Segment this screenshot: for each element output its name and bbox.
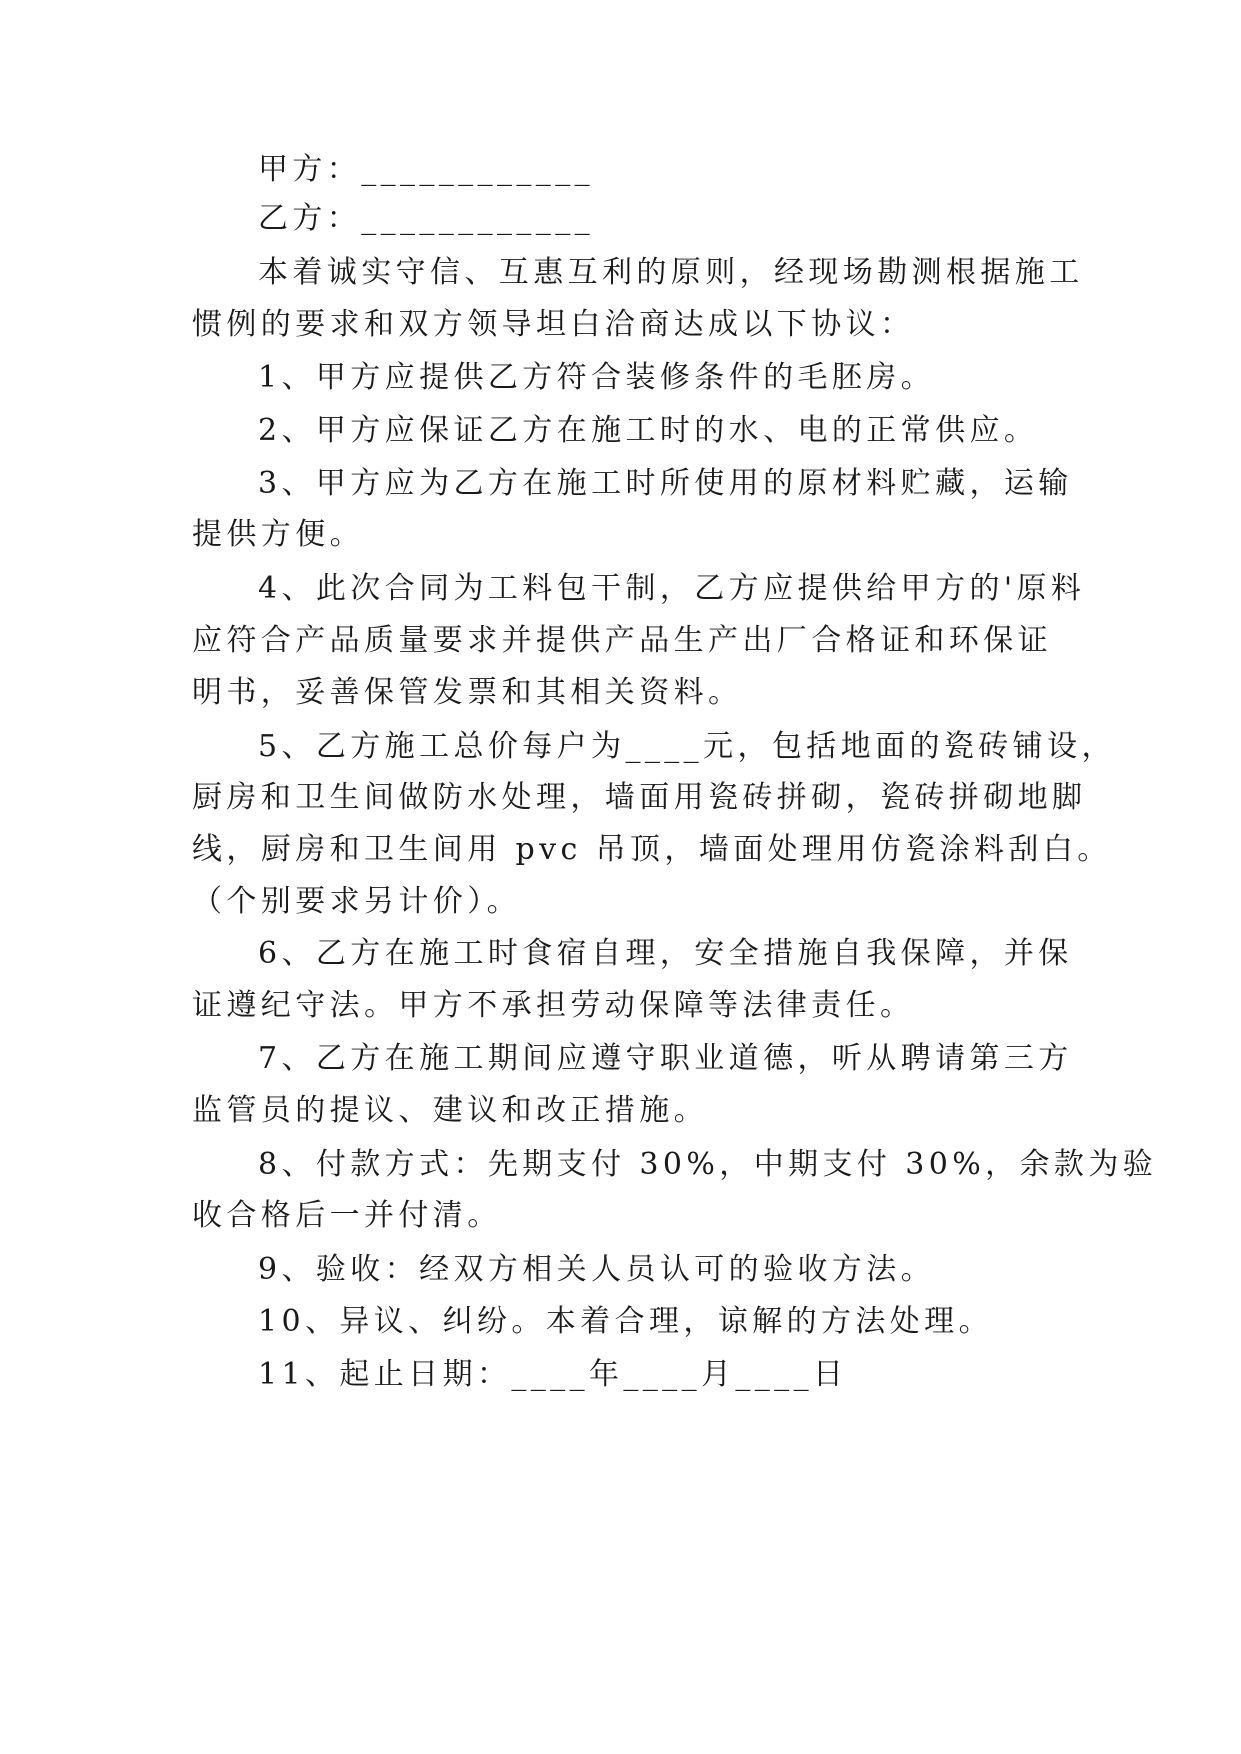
clause-4-line-2: 应符合产品质量要求并提供产品生产出厂合格证和环保证 [192, 623, 1052, 658]
clause-5-line-3: 线，厨房和卫生间用 pvc 吊顶，墙面处理用仿瓷涂料刮白。 [192, 832, 1112, 867]
clause-6-line-1: 6、乙方在施工时食宿自理，安全措施自我保障，并保 [258, 936, 1073, 971]
clause-5-line-2: 厨房和卫生间做防水处理，墙面用瓷砖拼砌，瓷砖拼砌地脚 [192, 780, 1087, 815]
clause-4-line-1: 4、此次合同为工料包干制，乙方应提供给甲方的'原料 [258, 571, 1086, 606]
clause-10: 10、异议、纠纷。本着合理，谅解的方法处理。 [258, 1304, 993, 1339]
clause-2: 2、甲方应保证乙方在施工时的水、电的正常供应。 [258, 413, 1039, 448]
clause-8-line-1: 8、付款方式：先期支付 30%，中期支付 30%，余款为验 [258, 1147, 1158, 1182]
clause-7-line-1: 7、乙方在施工期间应遵守职业道德，听从聘请第三方 [258, 1041, 1073, 1076]
clause-8-line-2: 收合格后一并付清。 [192, 1198, 502, 1233]
party-a-line: 甲方：____________ [258, 152, 594, 187]
clause-5-line-4: （个别要求另计价）。 [192, 884, 521, 919]
party-b-line: 乙方：____________ [258, 201, 594, 236]
clause-3-line-2: 提供方便。 [192, 517, 364, 552]
clause-1: 1、甲方应提供乙方符合装修条件的毛胚房。 [258, 360, 936, 395]
clause-3-line-1: 3、甲方应为乙方在施工时所使用的原材料贮藏，运输 [258, 466, 1073, 501]
clause-11: 11、起止日期：____年____月____日 [258, 1357, 848, 1392]
clause-4-line-3: 明书，妥善保管发票和其相关资料。 [192, 675, 743, 710]
clause-6-line-2: 证遵纪守法。甲方不承担劳动保障等法律责任。 [192, 988, 915, 1023]
clause-9: 9、验收：经双方相关人员认可的验收方法。 [258, 1252, 936, 1287]
clause-7-line-2: 监管员的提议、建议和改正措施。 [192, 1093, 708, 1128]
clause-5-line-1: 5、乙方施工总价每户为____元，包括地面的瓷砖铺设， [258, 729, 1116, 764]
intro-line-1: 本着诚实守信、互惠互利的原则，经现场勘测根据施工 [258, 255, 1084, 290]
intro-line-2: 惯例的要求和双方领导坦白洽商达成以下协议： [192, 307, 915, 342]
